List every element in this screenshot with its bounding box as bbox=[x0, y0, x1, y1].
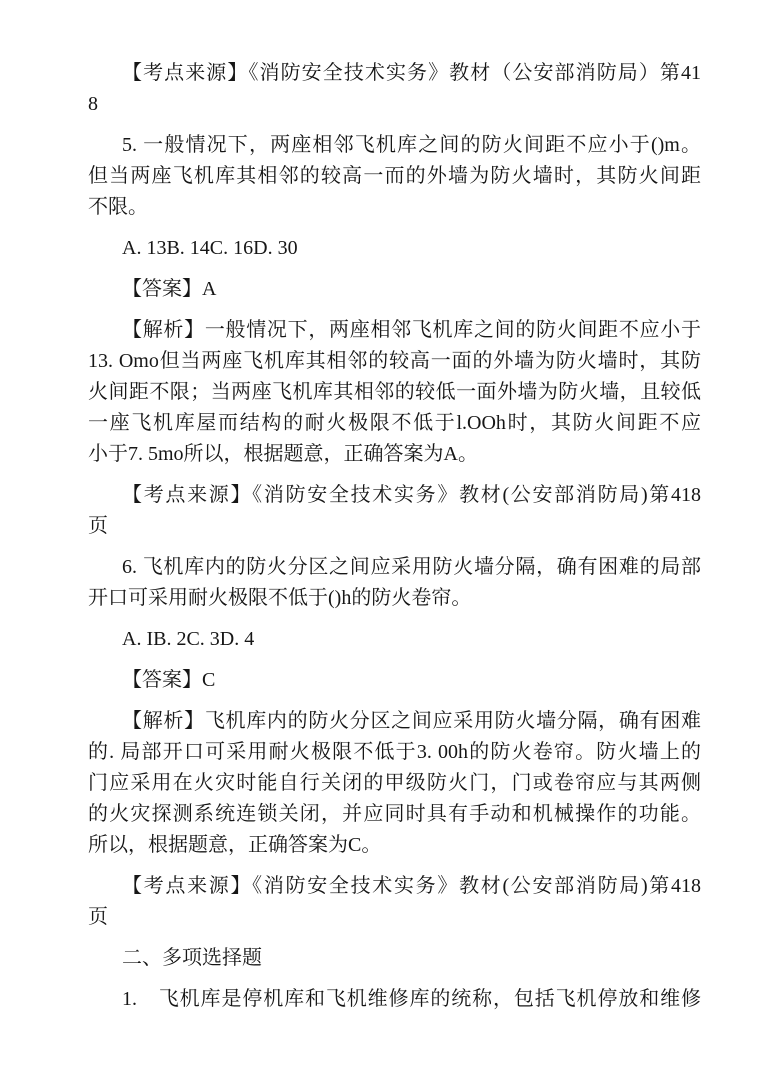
text-line: 8 bbox=[88, 93, 98, 115]
paragraph-options-6 bbox=[88, 624, 701, 655]
text-line: 【解析】一般情况下，两座相邻飞机库之间的防火间距不应小于 bbox=[122, 319, 701, 341]
paragraph-options-5 bbox=[88, 233, 701, 264]
section-heading: 二、多项选择题 bbox=[122, 947, 262, 969]
text-line: 不限。 bbox=[88, 196, 148, 218]
text-line: 所以，根据题意，正确答案为C。 bbox=[88, 834, 382, 856]
answer-line: 【答案】A bbox=[122, 278, 217, 300]
paragraph-source-note-6 bbox=[88, 871, 701, 933]
text-line: 【解析】飞机库内的防火分区之间应采用防火墙分隔，确有困难 bbox=[122, 710, 701, 732]
text-line: 的火灾探测系统连锁关闭，并应同时具有手动和机械操作的功能。 bbox=[88, 803, 701, 825]
paragraph-source-note-prev bbox=[88, 58, 701, 120]
paragraph-question-multi-1 bbox=[88, 984, 701, 1015]
text-line: 1. 飞机库是停机库和飞机维修库的统称，包括飞机停放和维修 bbox=[122, 988, 701, 1010]
text-line: 小于7. 5mo所以，根据题意，正确答案为A。 bbox=[88, 443, 478, 465]
text-line: 【考点来源】《消防安全技术实务》教材（公安部消防局）第41 bbox=[122, 62, 701, 84]
text-line: 6. 飞机库内的防火分区之间应采用防火墙分隔，确有困难的局部 bbox=[122, 556, 701, 578]
text-line: 页 bbox=[88, 515, 108, 537]
text-line: 5. 一般情况下，两座相邻飞机库之间的防火间距不应小于()m。 bbox=[122, 134, 701, 156]
text-line: 13. Omo但当两座飞机库其相邻的较高一面的外墙为防火墙时，其防 bbox=[88, 350, 701, 372]
options-line: A. 13B. 14C. 16D. 30 bbox=[122, 237, 298, 259]
text-line: 火间距不限；当两座飞机库其相邻的较低一面外墙为防火墙，且较低 bbox=[88, 381, 701, 403]
paragraph-answer-5 bbox=[88, 274, 701, 305]
options-line: A. IB. 2C. 3D. 4 bbox=[122, 628, 255, 650]
text-line: 一座飞机库屋而结构的耐火极限不低于l.OOh时，其防火间距不应 bbox=[88, 412, 701, 434]
paragraph-analysis-5 bbox=[88, 315, 701, 470]
text-line: 【考点来源】《消防安全技术实务》教材(公安部消防局)第418 bbox=[122, 484, 701, 506]
paragraph-analysis-6 bbox=[88, 706, 701, 861]
paragraph-question-6 bbox=[88, 552, 701, 614]
text-line: 开口可采用耐火极限不低于()h的防火卷帘。 bbox=[88, 587, 472, 609]
paragraph-question-5 bbox=[88, 130, 701, 223]
text-line: 但当两座飞机库其相邻的较高一而的外墙为防火墙时，其防火间距 bbox=[88, 165, 701, 187]
paragraph-answer-6 bbox=[88, 665, 701, 696]
paragraph-section-heading bbox=[88, 943, 701, 974]
text-line: 的. 局部开口可采用耐火极限不低于3. 00h的防火卷帘。防火墙上的 bbox=[88, 741, 701, 763]
paragraph-source-note-5 bbox=[88, 480, 701, 542]
text-line: 门应采用在火灾时能自行关闭的甲级防火门，门或卷帘应与其两侧 bbox=[88, 772, 701, 794]
text-line: 【考点来源】《消防安全技术实务》教材(公安部消防局)第418 bbox=[122, 875, 701, 897]
answer-line: 【答案】C bbox=[122, 669, 216, 691]
text-line: 页 bbox=[88, 906, 108, 928]
